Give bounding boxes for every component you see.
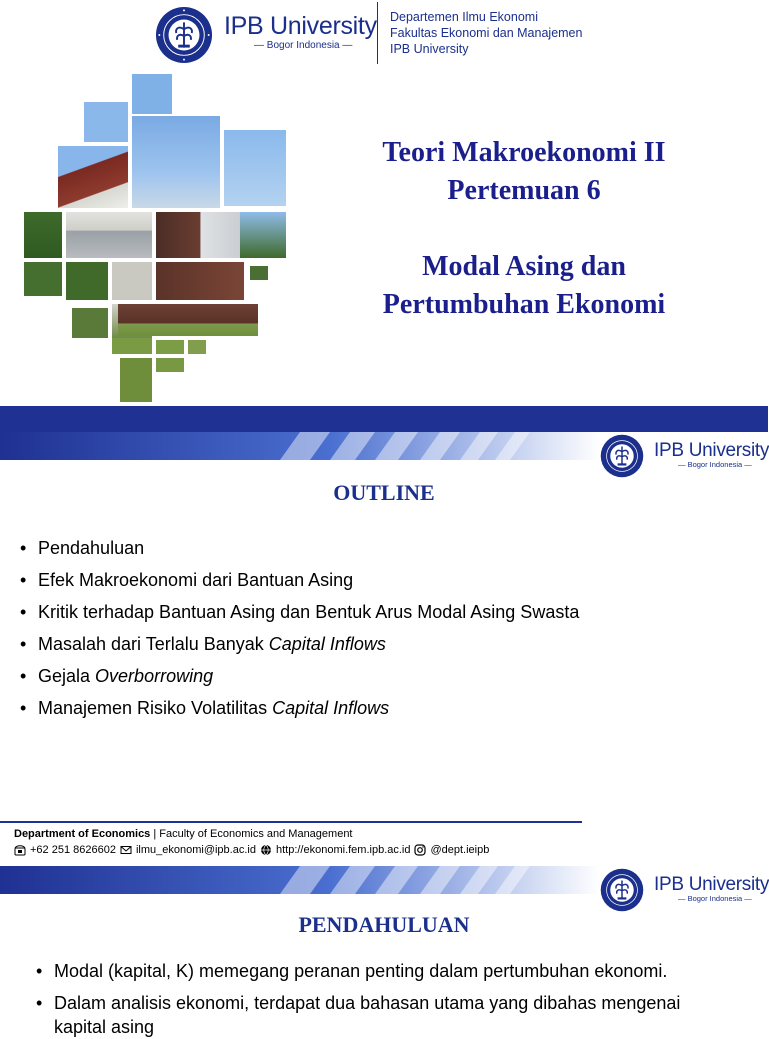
ipb-seal-logo bbox=[155, 6, 213, 64]
photo-tile bbox=[112, 338, 152, 354]
photo-tile bbox=[24, 212, 62, 258]
ipb-wordmark bbox=[654, 440, 769, 469]
photo-tile bbox=[120, 358, 152, 402]
photo-tile bbox=[84, 102, 128, 142]
course-title: Teori Makroekonomi II bbox=[382, 137, 666, 168]
footer-divider bbox=[0, 821, 582, 823]
globe-icon bbox=[260, 844, 272, 856]
list-item: • Efek Makroekonomi dari Bantuan Asing bbox=[20, 564, 579, 596]
phone-icon bbox=[14, 844, 26, 856]
university-name: IPB University bbox=[654, 440, 769, 461]
ipb-seal-logo bbox=[600, 868, 644, 912]
outline-slide bbox=[0, 432, 768, 866]
list-item: • Dalam analisis ekonomi, terdapat dua bahasan utama yang dibahas mengenai kapital asing bbox=[36, 991, 736, 1039]
photo-tile bbox=[224, 130, 286, 206]
header-divider bbox=[377, 2, 378, 64]
photo-tile bbox=[58, 146, 128, 208]
ipb-seal-logo bbox=[600, 434, 644, 478]
department-line: Departemen Ilmu Ekonomi bbox=[390, 10, 538, 24]
list-item: • Manajemen Risiko Volatilitas Capital Inflows bbox=[20, 692, 579, 724]
topic-title-line1: Modal Asing dan bbox=[422, 251, 626, 282]
university-line: IPB University bbox=[390, 42, 469, 56]
outline-list bbox=[20, 532, 579, 724]
photo-tile bbox=[118, 304, 258, 336]
photo-tile bbox=[24, 262, 62, 296]
topic-title-line2: Pertumbuhan Ekonomi bbox=[382, 289, 666, 320]
photo-tile bbox=[112, 262, 152, 300]
decorative-stripe-bar bbox=[0, 866, 600, 894]
website-link[interactable]: http://ekonomi.fem.ipb.ac.id bbox=[275, 844, 411, 856]
photo-tile bbox=[132, 116, 220, 208]
slide-title bbox=[340, 134, 708, 324]
photo-tile bbox=[188, 340, 206, 354]
mail-icon bbox=[120, 844, 132, 856]
ipb-wordmark bbox=[224, 12, 377, 51]
university-name: IPB University bbox=[654, 874, 769, 895]
campus-photo-mosaic bbox=[0, 70, 300, 406]
instagram-icon bbox=[414, 844, 426, 856]
university-name: IPB University bbox=[224, 12, 377, 40]
faculty-line: Fakultas Ekonomi dan Manajemen bbox=[390, 26, 583, 40]
list-item: • Modal (kapital, K) memegang peranan penting dalam pertumbuhan ekonomi. bbox=[36, 959, 736, 983]
introduction-slide bbox=[0, 866, 769, 1037]
photo-tile bbox=[156, 262, 244, 300]
list-item: • Kritik terhadap Bantuan Asing dan Bentuk Arus Modal Asing Swasta bbox=[20, 596, 579, 628]
slide-separator-band bbox=[0, 406, 768, 432]
photo-tile bbox=[156, 340, 184, 354]
list-item: • Gejala Overborrowing bbox=[20, 660, 579, 692]
photo-tile bbox=[72, 308, 108, 338]
photo-tile bbox=[250, 266, 268, 280]
footer-department: Department of Economics | Faculty of Economics and Management bbox=[14, 828, 353, 840]
decorative-stripe-bar bbox=[0, 432, 600, 460]
introduction-heading: PENDAHULUAN bbox=[298, 912, 470, 937]
photo-tile bbox=[132, 74, 172, 114]
instagram-handle[interactable]: @dept.ieipb bbox=[430, 844, 490, 856]
photo-tile bbox=[240, 212, 286, 258]
email-link[interactable]: ilmu_ekonomi@ipb.ac.id bbox=[135, 844, 256, 856]
university-location: — Bogor Indonesia — bbox=[678, 894, 752, 903]
list-item: • Masalah dari Terlalu Banyak Capital Inflows bbox=[20, 628, 579, 660]
phone-number: +62 251 8626602 bbox=[30, 844, 116, 856]
footer-contact bbox=[14, 844, 489, 856]
photo-tile bbox=[156, 212, 244, 258]
university-location: — Bogor Indonesia — bbox=[254, 40, 353, 51]
introduction-list bbox=[36, 959, 736, 1039]
outline-heading: OUTLINE bbox=[333, 480, 435, 505]
photo-tile bbox=[66, 212, 152, 258]
university-location: — Bogor Indonesia — bbox=[678, 460, 752, 469]
department-info bbox=[390, 9, 582, 57]
meeting-number: Pertemuan 6 bbox=[447, 175, 601, 206]
photo-tile bbox=[156, 358, 184, 372]
ipb-wordmark bbox=[654, 874, 769, 903]
title-slide bbox=[0, 0, 768, 406]
photo-tile bbox=[66, 262, 108, 300]
list-item: • Pendahuluan bbox=[20, 532, 579, 564]
